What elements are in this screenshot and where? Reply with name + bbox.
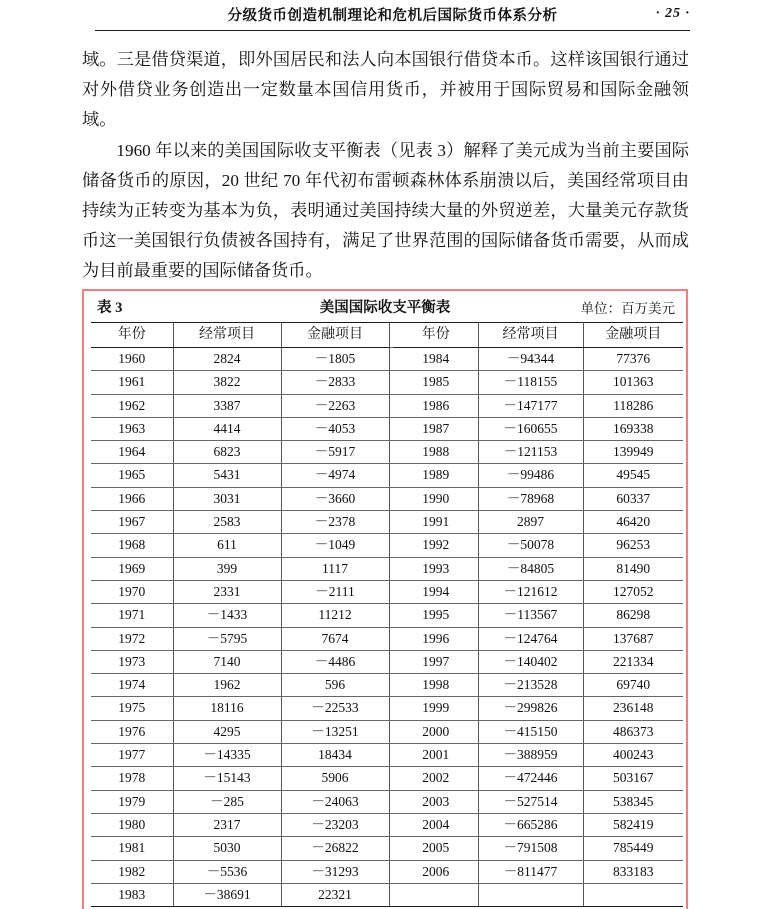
table-cell: －78968 [478,487,583,510]
table-cell: 1965 [91,464,173,487]
table-cell: －4486 [281,650,389,673]
table-cell: －4974 [281,464,389,487]
table-cell: －121612 [478,580,583,603]
table-cell: 2004 [394,813,478,836]
table-cell: 1986 [394,394,478,417]
table-cell: 1993 [394,557,478,580]
table-cell: －415150 [478,720,583,743]
table-body [91,348,683,907]
table-cell: 137687 [583,627,683,650]
page-number: · 25 · [656,6,690,21]
table-cell: 1977 [91,744,173,767]
table-cell: 18434 [281,744,389,767]
table-3-highlight-box [82,289,688,909]
table-cell: 77376 [583,348,683,371]
table-cell: 1995 [394,604,478,627]
table-cell: 1960 [91,348,173,371]
table-cell: －2833 [281,371,389,394]
table-cell: 2000 [394,720,478,743]
table-cell [583,883,683,906]
table-cell: 3822 [173,371,281,394]
table-cell: 1963 [91,417,173,440]
table-cell: 503167 [583,767,683,790]
table-cell: 2897 [478,511,583,534]
table-cell: 1968 [91,534,173,557]
table-cell: 7674 [281,627,389,650]
table-cell: －99486 [478,464,583,487]
page-running-head [95,0,690,28]
table-cell: 6823 [173,441,281,464]
table-cell: 1999 [394,697,478,720]
table-row [91,720,683,743]
table-cell: －94344 [478,348,583,371]
table-cell: 1972 [91,627,173,650]
table-cell: 1962 [91,394,173,417]
table-cell: 3031 [173,487,281,510]
table-row [91,744,683,767]
table-cell: 5906 [281,767,389,790]
table-cell: 1970 [91,580,173,603]
table-cell: 1976 [91,720,173,743]
table-cell: 221334 [583,650,683,673]
table-cell: 1973 [91,650,173,673]
table-cell: 1117 [281,557,389,580]
table-cell: 1966 [91,487,173,510]
table-cell: 1969 [91,557,173,580]
table-caption-row [91,291,679,322]
table-cell: －26822 [281,837,389,860]
table-cell: 49545 [583,464,683,487]
table-cell: 60337 [583,487,683,510]
table-row [91,627,683,650]
table-cell: －527514 [478,790,583,813]
table-cell: 46420 [583,511,683,534]
table-cell: －140402 [478,650,583,673]
table-unit-note: 单位：百万美元 [580,300,675,316]
table-cell: －118155 [478,371,583,394]
table-cell: 1983 [91,883,173,906]
table-cell: 1997 [394,650,478,673]
table-row [91,860,683,883]
table-cell: 7140 [173,650,281,673]
table-cell: 1996 [394,627,478,650]
table-cell: 127052 [583,580,683,603]
table-cell: 2824 [173,348,281,371]
table-cell: 236148 [583,697,683,720]
table-row [91,417,683,440]
table-cell: 2002 [394,767,478,790]
table-cell: －124764 [478,627,583,650]
table-cell: 169338 [583,417,683,440]
paragraph-2: 1960 年以来的美国国际收支平衡表（见表 3）解释了美元成为当前主要国际储备货币的原因，20 世纪 70 年代初布雷顿森林体系崩溃以后，美国经常项目由持续为正转变为基本为负，表明通过美国持续大量的外贸逆差，大量美元存款货币这一美国银行负债被各国持有，满足了世界范围的国际储备货币需要，从而成为目前最重要的国际储备货币。 [82,141,689,280]
table-cell: －213528 [478,674,583,697]
table-cell: 596 [281,674,389,697]
table-cell: －2378 [281,511,389,534]
table-cell: 1978 [91,767,173,790]
table-cell: 96253 [583,534,683,557]
table-row [91,767,683,790]
table-row [91,557,683,580]
table-cell: 2006 [394,860,478,883]
table-cell: －3660 [281,487,389,510]
table-cell: 139949 [583,441,683,464]
table-row [91,697,683,720]
table-cell: 5030 [173,837,281,860]
table-row [91,511,683,534]
table-cell: －811477 [478,860,583,883]
table-cell: 400243 [583,744,683,767]
table-cell: －14335 [173,744,281,767]
table-cell: 399 [173,557,281,580]
table-cell [394,883,478,906]
table-cell: 22321 [281,883,389,906]
table-cell: 2003 [394,790,478,813]
table-cell: 1982 [91,860,173,883]
table-cell: －113567 [478,604,583,627]
table-cell: －5536 [173,860,281,883]
table-cell: －5917 [281,441,389,464]
table-cell: －791508 [478,837,583,860]
table-cell: 2005 [394,837,478,860]
paragraph-1: 域。三是借贷渠道，即外国居民和法人向本国银行借贷本币。这样该国银行通过对外借贷业务创造出一定数量本国信用货币，并被用于国际贸易和国际金融领域。 [82,50,689,129]
col-header-current-left: 经常项目 [173,323,281,348]
table-cell: 785449 [583,837,683,860]
table-cell: －1433 [173,604,281,627]
col-header-financial-left: 金融项目 [281,323,389,348]
table-cell: 1980 [91,813,173,836]
table-cell: 611 [173,534,281,557]
table-cell: 1974 [91,674,173,697]
table-cell: 1962 [173,674,281,697]
table-cell: －84805 [478,557,583,580]
table-cell: －1805 [281,348,389,371]
table-row [91,790,683,813]
table-cell: 1967 [91,511,173,534]
table-cell: 1988 [394,441,478,464]
table-row [91,441,683,464]
body-text-column [82,45,689,286]
table-row [91,487,683,510]
table-cell: 1964 [91,441,173,464]
table-cell: 833183 [583,860,683,883]
table-cell [478,883,583,906]
table-cell: 18116 [173,697,281,720]
table-title: 美国国际收支平衡表 [319,300,451,316]
table-cell: 1991 [394,511,478,534]
table-cell: 1975 [91,697,173,720]
table-cell: 3387 [173,394,281,417]
table-cell: －38691 [173,883,281,906]
table-cell: 2001 [394,744,478,767]
table-cell: 101363 [583,371,683,394]
table-head [91,323,683,348]
table-cell: 2331 [173,580,281,603]
table-cell: 11212 [281,604,389,627]
col-header-year-right: 年份 [394,323,478,348]
table-cell: －5795 [173,627,281,650]
table-cell: 1979 [91,790,173,813]
table-cell: －472446 [478,767,583,790]
table-row [91,813,683,836]
table-cell: 1990 [394,487,478,510]
table-cell: －23203 [281,813,389,836]
table-cell: 86298 [583,604,683,627]
table-cell: －24063 [281,790,389,813]
table-cell: 486373 [583,720,683,743]
table-cell: 2317 [173,813,281,836]
table-row [91,394,683,417]
table-cell: 1984 [394,348,478,371]
table-cell: 1981 [91,837,173,860]
col-header-current-right: 经常项目 [478,323,583,348]
table-row [91,464,683,487]
table-cell: －1049 [281,534,389,557]
table-cell: －121153 [478,441,583,464]
table-cell: －22533 [281,697,389,720]
table-cell: －2111 [281,580,389,603]
table-cell: －2263 [281,394,389,417]
table-label: 表 3 [97,300,123,316]
table-row [91,604,683,627]
table-cell: 1961 [91,371,173,394]
table-cell: 69740 [583,674,683,697]
table-row [91,883,683,906]
table-header-row [91,323,683,348]
table-cell: 538345 [583,790,683,813]
table-cell: 1992 [394,534,478,557]
table-cell: 1987 [394,417,478,440]
running-title: 分级货币创造机制理论和危机后国际货币体系分析 [227,7,558,24]
table-cell: －388959 [478,744,583,767]
table-row [91,674,683,697]
table-cell: 4414 [173,417,281,440]
table-cell: 1985 [394,371,478,394]
table-cell: －147177 [478,394,583,417]
balance-of-payments-table [91,322,683,907]
table-cell: 2583 [173,511,281,534]
table-cell: －285 [173,790,281,813]
table-cell: 1998 [394,674,478,697]
table-3-container [84,291,686,907]
table-row [91,534,683,557]
table-cell: 81490 [583,557,683,580]
table-cell: －665286 [478,813,583,836]
table-cell: －13251 [281,720,389,743]
table-cell: －299826 [478,697,583,720]
table-row [91,580,683,603]
table-cell: 582419 [583,813,683,836]
table-cell: 118286 [583,394,683,417]
table-cell: －160655 [478,417,583,440]
col-header-financial-right: 金融项目 [583,323,683,348]
table-row [91,837,683,860]
header-divider-rule [95,30,690,31]
table-cell: －4053 [281,417,389,440]
table-cell: －50078 [478,534,583,557]
table-cell: 1971 [91,604,173,627]
table-cell: 5431 [173,464,281,487]
table-row [91,348,683,371]
table-cell: －31293 [281,860,389,883]
table-cell: 4295 [173,720,281,743]
table-cell: 1994 [394,580,478,603]
col-header-year-left: 年份 [91,323,173,348]
table-cell: 1989 [394,464,478,487]
table-row [91,650,683,673]
table-row [91,371,683,394]
table-cell: －15143 [173,767,281,790]
